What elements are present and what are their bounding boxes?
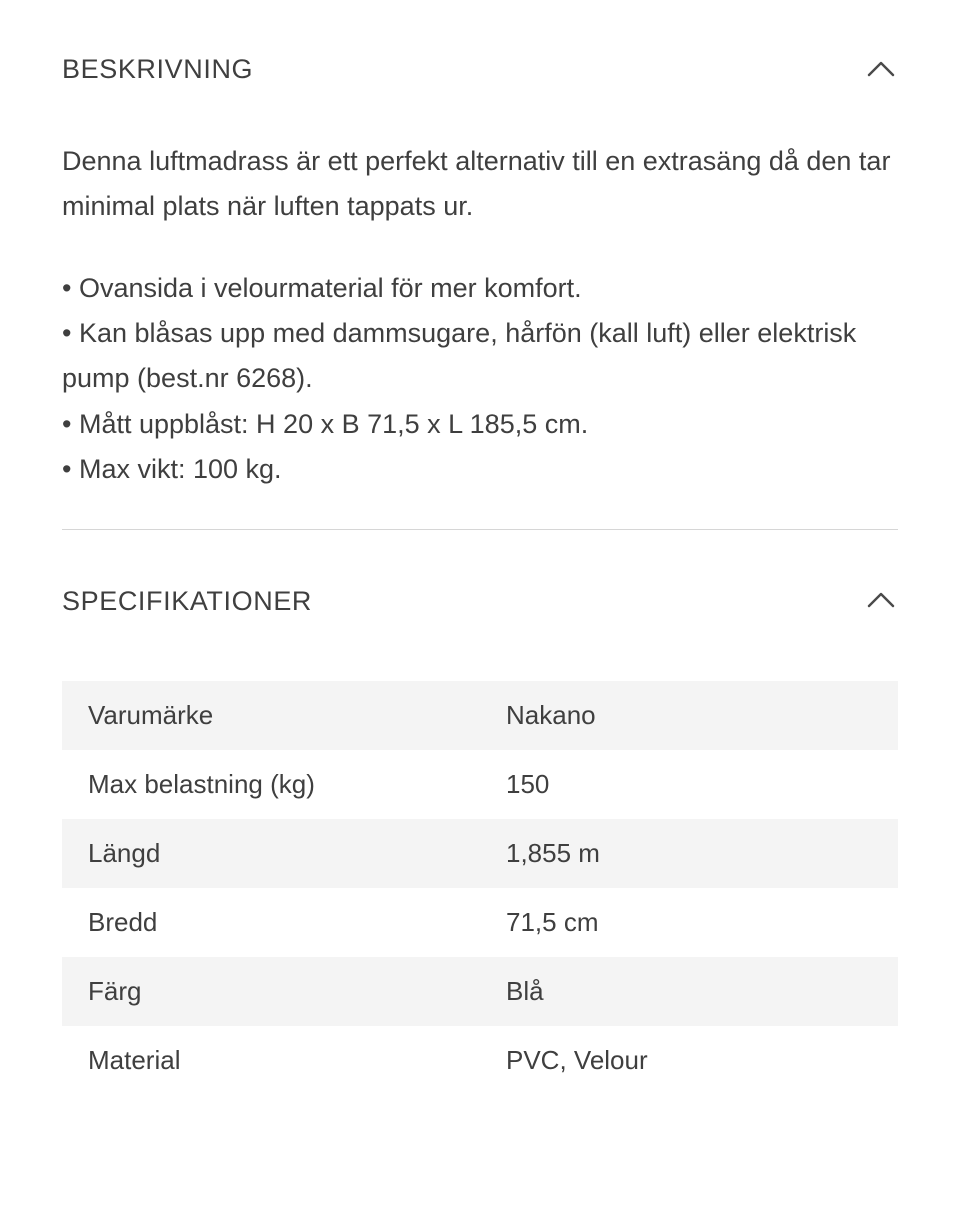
table-row	[62, 957, 898, 1026]
table-row	[62, 681, 898, 750]
spec-label: Max belastning (kg)	[88, 769, 315, 800]
description-section-header[interactable]	[62, 34, 898, 106]
spec-value: 71,5 cm	[506, 907, 599, 938]
specifications-table	[62, 681, 898, 1095]
spec-label: Färg	[62, 957, 482, 1026]
spec-label: Material	[88, 1045, 181, 1076]
table-row	[62, 750, 898, 819]
spec-label: Bredd	[88, 907, 158, 938]
spec-value: Nakano	[482, 681, 898, 750]
spec-label: Varumärke	[62, 681, 482, 750]
spec-value: 1,855 m	[482, 819, 898, 888]
description-bullet-item: • Max vikt: 100 kg.	[62, 453, 282, 484]
specifications-section-header[interactable]	[62, 565, 898, 637]
description-bullet-item: • Kan blåsas upp med dammsugare, hårfön (kall luft) eller elektrisk pump (best.nr 6268).	[62, 317, 857, 394]
description-intro-text: Denna luftmadrass är ett perfekt alternativ till en extrasäng då den tar minimal plats när luften tappats ur.	[62, 145, 891, 222]
description-body	[62, 139, 898, 493]
description-heading: BESKRIVNING	[62, 54, 254, 85]
description-section	[0, 0, 960, 492]
chevron-up-icon[interactable]	[864, 53, 898, 87]
chevron-up-icon[interactable]	[864, 584, 898, 618]
table-row	[62, 819, 898, 888]
description-bullet-item: • Mått uppblåst: H 20 x B 71,5 x L 185,5 cm.	[62, 408, 589, 439]
specifications-section	[0, 530, 960, 1095]
description-bullet-item: • Ovansida i velourmaterial för mer komfort.	[62, 272, 582, 303]
spec-value: 150	[506, 769, 550, 800]
spec-label: Längd	[62, 819, 482, 888]
specifications-heading: SPECIFIKATIONER	[62, 585, 313, 616]
description-spacer	[62, 230, 898, 266]
table-row	[62, 1026, 898, 1095]
spec-value: Blå	[482, 957, 898, 1026]
spec-value: PVC, Velour	[506, 1045, 648, 1076]
description-bullet-list	[62, 266, 898, 493]
table-row	[62, 888, 898, 957]
